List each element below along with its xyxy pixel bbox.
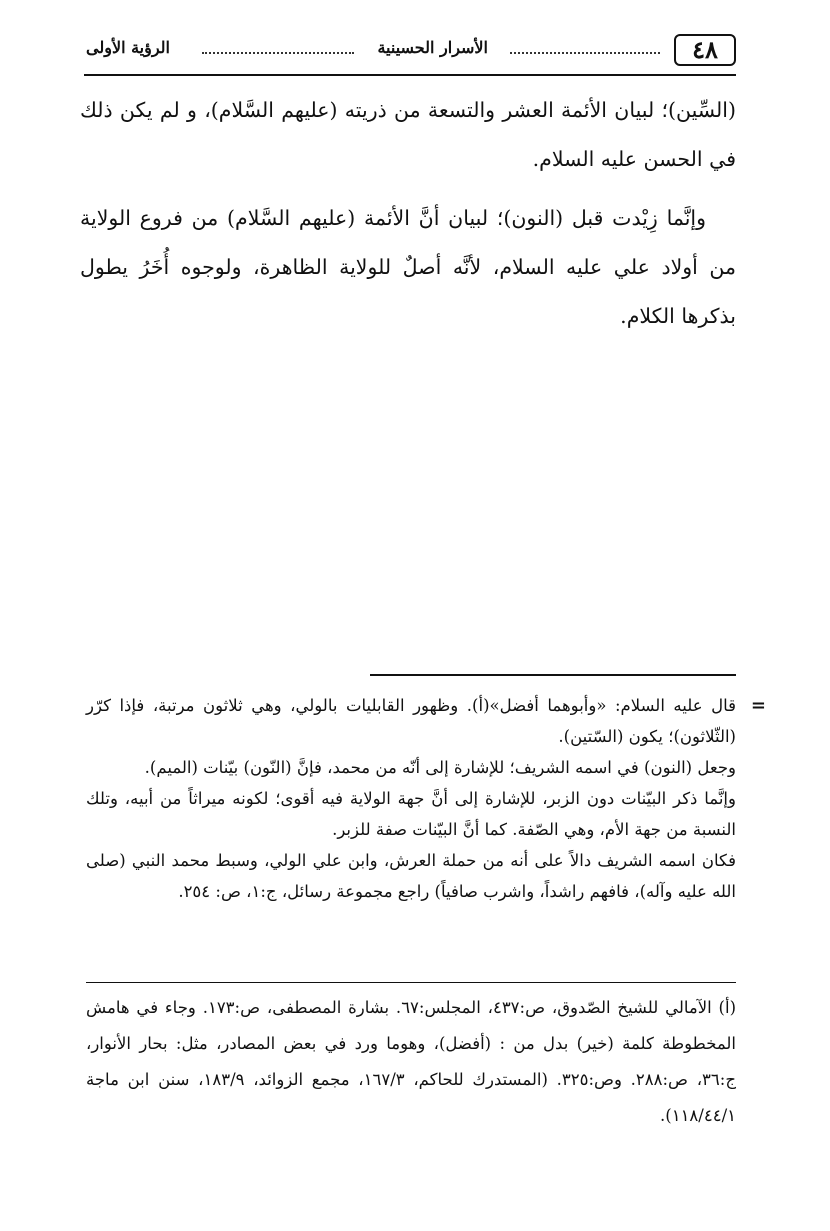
header-dot-leader: [202, 52, 354, 54]
footnote-line: وجعل (النون) في اسمه الشريف؛ للإشارة إلى أنّه من محمد، فإنَّ (النّون) بيّنات (الميم).: [144, 758, 736, 777]
footnote-reference: (أ) الآمالي للشيخ الصّدوق، ص:٤٣٧، المجلس:٦٧. بشارة المصطفى، ص:١٧٣. وجاء في هامش المخطوطة كلمة (خير) بدل من : (أفضل)، وهوما ورد في بعض المصادر، مثل: بحار الأنوار، ج:٣٦، ص:٢٨٨. وص:٣٢٥. (المستدرك للحاكم، ١٦٧/٣، مجمع الزوائد، ١٨٣/٩، سنن ابن ماجة ١١٨/٤٤/١).: [86, 998, 737, 1125]
footnote-separator: [86, 982, 736, 983]
footnote-source: [86, 990, 736, 1134]
paragraph: وإنَّما زِيْدت قبل (النون)؛ لبيان أنَّ الأئمة (عليهم السَّلام) من فروع الولاية من أولاد علي عليه السلام، لأنَّه أصلٌ للولاية الظاهرة، ولوجوه أُخَرُ يطول بذكرها الكلام.: [80, 206, 736, 328]
header-dot-leader: [510, 52, 660, 54]
footnote-separator: [370, 674, 736, 676]
footnote-continued: [86, 690, 766, 907]
continuation-mark: =: [750, 695, 766, 716]
paragraph: (السِّين)؛ لبيان الأئمة العشر والتسعة من ذريته (عليهم السَّلام)، و لم يكن ذلك في الحسن عليه السلام.: [80, 98, 736, 171]
footnote-line: قال عليه السلام: «وأبوهما أفضل»(أ). وظهور القابليات بالولي، وهي ثلاثون مرتبة، فإذا كرّر (الثّلاثون)؛ يكون (السّتين).: [86, 696, 736, 746]
running-header: [84, 34, 736, 76]
footnote-line: وإنَّما ذكر البيّنات دون الزبر، للإشارة إلى أنَّ جهة الولاية فيه أقوى؛ لكونه ميراثاً من أبيه، وتلك النسبة من جهة الأم، وهي الصّفة. كما أنَّ البيّنات صفة للزبر.: [86, 789, 736, 839]
chapter-title: الرؤية الأولى: [86, 38, 170, 57]
footnote-line: فكان اسمه الشريف دالاً على أنه من حملة العرش، وابن علي الولي، وسبط محمد النبي (صلى الله عليه وآله)، فافهم راشداً، واشرب صافياً) راجع مجموعة رسائل، ج:١، ص: ٢٥٤.: [86, 851, 736, 901]
page-number: ٤٨: [674, 34, 736, 66]
book-title: الأسرار الحسينية: [377, 38, 488, 57]
main-text: [80, 86, 736, 341]
